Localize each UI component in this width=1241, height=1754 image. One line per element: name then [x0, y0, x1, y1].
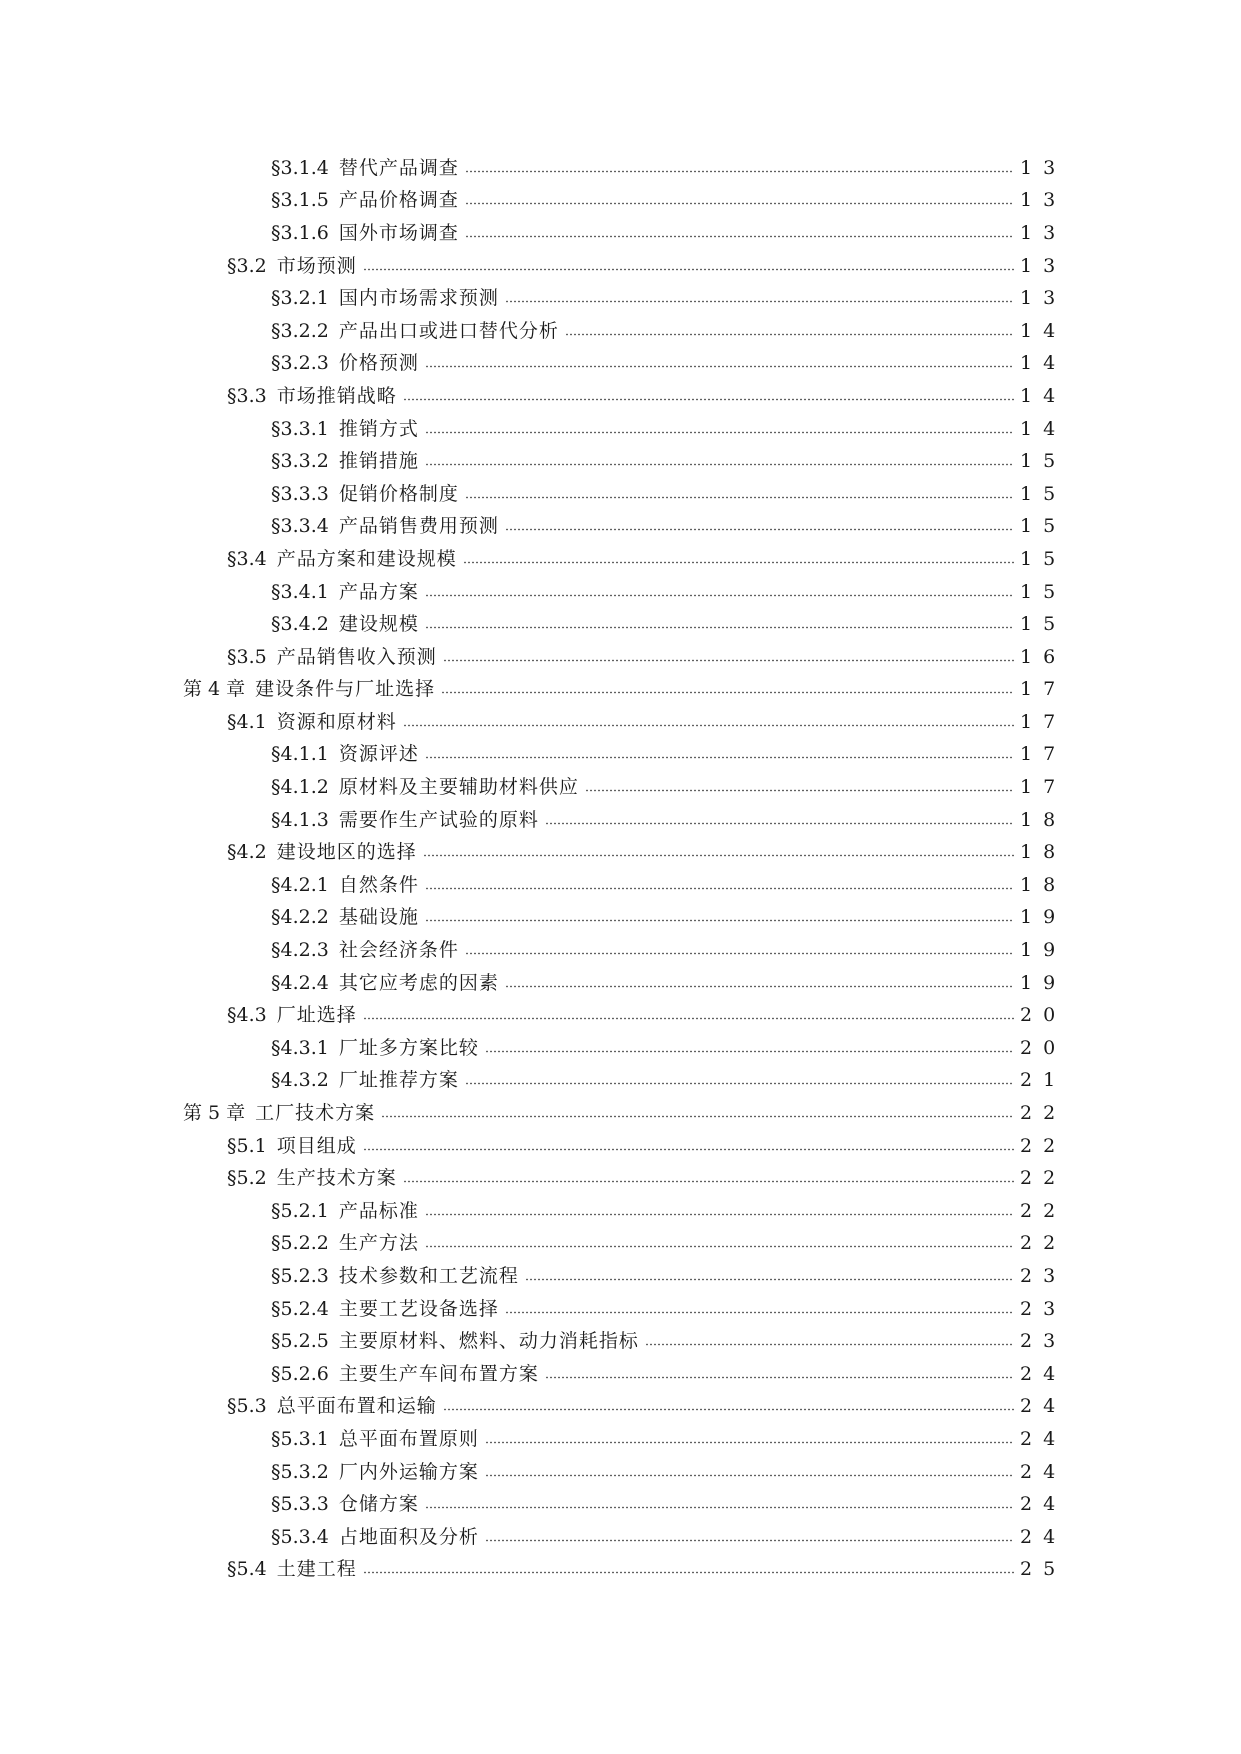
toc-entry-page-number: 17 [1020, 678, 1067, 701]
toc-dot-leader [425, 618, 1014, 637]
toc-entry-title: 价格预测 [338, 352, 419, 375]
toc-entry[interactable] [183, 1456, 1067, 1489]
toc-dot-leader [505, 977, 1014, 996]
toc-entry-page-number: 24 [1020, 1362, 1067, 1385]
toc-entry[interactable] [183, 1097, 1067, 1130]
toc-dot-leader [425, 455, 1014, 474]
toc-entry-number: §3.1.5 [271, 189, 329, 212]
toc-entry-title: 资源评述 [338, 743, 419, 766]
toc-entry-title: 技术参数和工艺流程 [338, 1264, 519, 1287]
toc-entry-title: 产品销售收入预测 [276, 645, 437, 668]
toc-entry-page-number: 23 [1020, 1297, 1067, 1320]
toc-dot-leader [423, 846, 1014, 865]
toc-entry-page-number: 19 [1020, 906, 1067, 929]
toc-dot-leader [585, 781, 1014, 800]
toc-entry-number: §4.1 [227, 710, 267, 733]
toc-entry-number: §3.3.4 [271, 515, 329, 538]
toc-entry-number: §5.2.2 [271, 1232, 329, 1255]
toc-entry[interactable] [183, 543, 1067, 576]
toc-entry-page-number: 15 [1020, 515, 1067, 538]
toc-dot-leader [363, 1563, 1014, 1582]
toc-entry-number: §3.5 [227, 645, 267, 668]
toc-dot-leader [425, 879, 1014, 898]
toc-entry[interactable] [183, 1325, 1067, 1358]
toc-entry-page-number: 25 [1020, 1558, 1067, 1581]
toc-entry-page-number: 13 [1020, 254, 1067, 277]
toc-entry-number: 第 5 章 [183, 1102, 246, 1125]
toc-entry[interactable] [183, 706, 1067, 739]
toc-entry-title: 促销价格制度 [338, 482, 459, 505]
toc-entry-title: 其它应考虑的因素 [338, 971, 499, 994]
toc-entry[interactable] [183, 967, 1067, 1000]
toc-dot-leader [545, 814, 1014, 833]
toc-entry-page-number: 15 [1020, 613, 1067, 636]
toc-entry-title: 资源和原材料 [276, 710, 397, 733]
toc-entry[interactable] [183, 1032, 1067, 1065]
toc-entry-title: 自然条件 [338, 873, 419, 896]
toc-dot-leader [403, 716, 1014, 735]
toc-dot-leader [465, 944, 1014, 963]
toc-entry-page-number: 18 [1020, 841, 1067, 864]
toc-entry[interactable] [183, 1391, 1067, 1424]
toc-entry[interactable] [183, 380, 1067, 413]
toc-entry-number: §5.3.4 [271, 1525, 329, 1548]
toc-entry-page-number: 22 [1020, 1134, 1067, 1157]
toc-entry-number: §3.4.2 [271, 613, 329, 636]
toc-entry-number: §5.2 [227, 1167, 267, 1190]
toc-entry-page-number: 13 [1020, 189, 1067, 212]
toc-entry-page-number: 13 [1020, 221, 1067, 244]
toc-entry-title: 厂址多方案比较 [338, 1036, 479, 1059]
toc-entry[interactable] [183, 478, 1067, 511]
toc-entry[interactable] [183, 771, 1067, 804]
toc-dot-leader [485, 1466, 1014, 1485]
toc-entry-number: §4.2 [227, 841, 267, 864]
toc-entry-page-number: 16 [1020, 645, 1067, 668]
toc-entry-page-number: 24 [1020, 1460, 1067, 1483]
toc-entry-number: §3.4.1 [271, 580, 329, 603]
toc-dot-leader [485, 1531, 1014, 1550]
toc-entry-page-number: 19 [1020, 971, 1067, 994]
toc-entry[interactable] [183, 999, 1067, 1032]
toc-entry-number: §4.2.4 [271, 971, 329, 994]
toc-entry-page-number: 24 [1020, 1493, 1067, 1516]
toc-entry-page-number: 24 [1020, 1525, 1067, 1548]
toc-entry-number: §3.1.4 [271, 156, 329, 179]
toc-dot-leader [425, 748, 1014, 767]
toc-entry-page-number: 23 [1020, 1264, 1067, 1287]
toc-entry[interactable] [183, 185, 1067, 218]
toc-entry[interactable] [183, 152, 1067, 185]
toc-entry-page-number: 13 [1020, 287, 1067, 310]
toc-dot-leader [485, 1433, 1014, 1452]
toc-entry-title: 工厂技术方案 [255, 1102, 376, 1125]
toc-entry-title: 推销方式 [338, 417, 419, 440]
toc-entry-title: 基础设施 [338, 906, 419, 929]
toc-entry[interactable] [183, 1293, 1067, 1326]
toc-entry-page-number: 17 [1020, 710, 1067, 733]
toc-entry[interactable] [183, 902, 1067, 935]
toc-entry-number: §3.4 [227, 547, 267, 570]
toc-dot-leader [425, 357, 1014, 376]
toc-entry-title: 产品标准 [338, 1199, 419, 1222]
toc-entry-number: §5.3.3 [271, 1493, 329, 1516]
toc-entry[interactable] [183, 1130, 1067, 1163]
toc-entry-page-number: 14 [1020, 319, 1067, 342]
toc-entry-number: §4.1.2 [271, 776, 329, 799]
toc-dot-leader [425, 1205, 1014, 1224]
toc-entry[interactable] [183, 1065, 1067, 1098]
toc-entry-title: 生产方法 [338, 1232, 419, 1255]
toc-entry-number: §5.3.1 [271, 1427, 329, 1450]
toc-dot-leader [363, 260, 1014, 279]
toc-entry[interactable] [183, 1423, 1067, 1456]
toc-entry-title: 生产技术方案 [276, 1167, 397, 1190]
toc-dot-leader [363, 1140, 1014, 1159]
toc-entry[interactable] [183, 445, 1067, 478]
toc-dot-leader [425, 586, 1014, 605]
toc-entry-title: 社会经济条件 [338, 939, 459, 962]
toc-dot-leader [363, 1009, 1014, 1028]
toc-entry[interactable] [183, 511, 1067, 544]
toc-entry-title: 建设条件与厂址选择 [255, 678, 436, 701]
toc-entry-title: 替代产品调查 [338, 156, 459, 179]
toc-entry-number: §5.2.1 [271, 1199, 329, 1222]
toc-entry-page-number: 13 [1020, 156, 1067, 179]
toc-entry[interactable] [183, 1195, 1067, 1228]
toc-entry-number: §3.3.3 [271, 482, 329, 505]
toc-entry-title: 市场预测 [276, 254, 357, 277]
toc-entry[interactable] [183, 1521, 1067, 1554]
toc-entry-page-number: 24 [1020, 1395, 1067, 1418]
toc-entry-title: 厂址推荐方案 [338, 1069, 459, 1092]
toc-entry[interactable] [183, 1260, 1067, 1293]
toc-dot-leader [465, 227, 1014, 246]
toc-entry-number: §4.3.1 [271, 1036, 329, 1059]
toc-dot-leader [441, 683, 1014, 702]
toc-dot-leader [443, 651, 1014, 670]
toc-entry-title: 产品价格调查 [338, 189, 459, 212]
toc-entry-page-number: 14 [1020, 384, 1067, 407]
toc-entry-number: §4.1.1 [271, 743, 329, 766]
toc-entry[interactable] [183, 413, 1067, 446]
toc-entry-title: 产品方案 [338, 580, 419, 603]
toc-entry-number: §5.2.4 [271, 1297, 329, 1320]
toc-entry-title: 推销措施 [338, 450, 419, 473]
toc-entry-title: 主要原材料、燃料、动力消耗指标 [338, 1330, 639, 1353]
toc-entry-page-number: 23 [1020, 1330, 1067, 1353]
toc-entry-page-number: 15 [1020, 450, 1067, 473]
toc-entry-page-number: 22 [1020, 1232, 1067, 1255]
toc-entry-page-number: 15 [1020, 482, 1067, 505]
toc-entry-number: §4.2.2 [271, 906, 329, 929]
toc-entry-number: §4.2.3 [271, 939, 329, 962]
toc-entry-number: §5.3 [227, 1395, 267, 1418]
toc-entry-page-number: 24 [1020, 1427, 1067, 1450]
toc-entry[interactable] [183, 1358, 1067, 1391]
toc-entry-number: §4.1.3 [271, 808, 329, 831]
toc-entry-title: 厂内外运输方案 [338, 1460, 479, 1483]
toc-entry-page-number: 22 [1020, 1199, 1067, 1222]
toc-entry-title: 主要工艺设备选择 [338, 1297, 499, 1320]
toc-entry-number: §3.3.2 [271, 450, 329, 473]
toc-dot-leader [425, 423, 1014, 442]
toc-dot-leader [545, 1368, 1014, 1387]
toc-entry-title: 厂址选择 [276, 1004, 357, 1027]
toc-dot-leader [645, 1335, 1014, 1354]
toc-entry[interactable] [183, 348, 1067, 381]
toc-entry-page-number: 15 [1020, 547, 1067, 570]
toc-entry-page-number: 18 [1020, 873, 1067, 896]
toc-dot-leader [425, 1498, 1014, 1517]
toc-entry-title: 建设地区的选择 [276, 841, 417, 864]
toc-dot-leader [525, 1270, 1014, 1289]
toc-entry-number: §3.3.1 [271, 417, 329, 440]
toc-entry-number: §5.4 [227, 1558, 267, 1581]
toc-entry-number: §4.3.2 [271, 1069, 329, 1092]
toc-dot-leader [381, 1107, 1014, 1126]
toc-entry-page-number: 14 [1020, 417, 1067, 440]
toc-entry[interactable] [183, 282, 1067, 315]
toc-dot-leader [425, 1237, 1014, 1256]
toc-entry-number: §3.1.6 [271, 221, 329, 244]
toc-entry-title: 建设规模 [338, 613, 419, 636]
toc-entry[interactable] [183, 608, 1067, 641]
toc-entry-page-number: 19 [1020, 939, 1067, 962]
toc-entry-number: §3.2.1 [271, 287, 329, 310]
toc-entry-title: 需要作生产试验的原料 [338, 808, 539, 831]
toc-entry[interactable] [183, 1162, 1067, 1195]
toc-dot-leader [565, 325, 1014, 344]
toc-entry-page-number: 20 [1020, 1036, 1067, 1059]
toc-entry-number: §3.2 [227, 254, 267, 277]
toc-entry[interactable] [183, 217, 1067, 250]
toc-entry-title: 项目组成 [276, 1134, 357, 1157]
toc-entry[interactable] [183, 315, 1067, 348]
toc-entry-number: 第 4 章 [183, 678, 246, 701]
toc-entry-title: 总平面布置原则 [338, 1427, 479, 1450]
toc-entry-number: §3.3 [227, 384, 267, 407]
toc-dot-leader [505, 1303, 1014, 1322]
toc-entry[interactable] [183, 739, 1067, 772]
toc-entry-number: §5.2.6 [271, 1362, 329, 1385]
toc-entry-page-number: 22 [1020, 1167, 1067, 1190]
toc-dot-leader [425, 911, 1014, 930]
toc-entry[interactable] [183, 934, 1067, 967]
toc-entry-page-number: 18 [1020, 808, 1067, 831]
toc-dot-leader [505, 520, 1014, 539]
toc-entry-page-number: 15 [1020, 580, 1067, 603]
toc-entry-page-number: 21 [1020, 1069, 1067, 1092]
toc-dot-leader [465, 194, 1014, 213]
toc-entry-page-number: 22 [1020, 1102, 1067, 1125]
toc-entry-title: 产品销售费用预测 [338, 515, 499, 538]
toc-entry[interactable] [183, 250, 1067, 283]
toc-entry-number: §5.2.3 [271, 1264, 329, 1287]
toc-entry-title: 仓储方案 [338, 1493, 419, 1516]
toc-entry-title: 原材料及主要辅助材料供应 [338, 776, 579, 799]
toc-entry[interactable] [183, 836, 1067, 869]
toc-dot-leader [463, 553, 1014, 572]
toc-entry-title: 市场推销战略 [276, 384, 397, 407]
toc-entry[interactable] [183, 869, 1067, 902]
toc-entry[interactable] [183, 1488, 1067, 1521]
toc-entry-page-number: 20 [1020, 1004, 1067, 1027]
toc-dot-leader [443, 1400, 1014, 1419]
toc-entry-title: 主要生产车间布置方案 [338, 1362, 539, 1385]
toc-entry-title: 总平面布置和运输 [276, 1395, 437, 1418]
toc-entry-number: §3.2.2 [271, 319, 329, 342]
toc-entry-page-number: 14 [1020, 352, 1067, 375]
toc-dot-leader [505, 292, 1014, 311]
toc-entry[interactable] [183, 576, 1067, 609]
toc-entry-page-number: 17 [1020, 776, 1067, 799]
toc-dot-leader [403, 1172, 1014, 1191]
toc-entry-title: 产品出口或进口替代分析 [338, 319, 559, 342]
toc-entry-title: 国外市场调查 [338, 221, 459, 244]
toc-entry-number: §3.2.3 [271, 352, 329, 375]
toc-entry-number: §5.3.2 [271, 1460, 329, 1483]
toc-entry-number: §4.3 [227, 1004, 267, 1027]
toc-entry-title: 产品方案和建设规模 [276, 547, 457, 570]
toc-dot-leader [465, 1074, 1014, 1093]
toc-dot-leader [465, 162, 1014, 181]
toc-entry[interactable] [183, 804, 1067, 837]
toc-entry-number: §4.2.1 [271, 873, 329, 896]
toc-entry-number: §5.2.5 [271, 1330, 329, 1353]
toc-entry[interactable] [183, 1228, 1067, 1261]
table-of-contents [183, 152, 1067, 1586]
toc-entry[interactable] [183, 641, 1067, 674]
toc-entry-number: §5.1 [227, 1134, 267, 1157]
toc-dot-leader [465, 488, 1014, 507]
toc-entry[interactable] [183, 674, 1067, 707]
toc-entry-title: 土建工程 [276, 1558, 357, 1581]
toc-dot-leader [403, 390, 1014, 409]
toc-entry-page-number: 17 [1020, 743, 1067, 766]
toc-dot-leader [485, 1042, 1014, 1061]
toc-entry-title: 占地面积及分析 [338, 1525, 479, 1548]
toc-entry[interactable] [183, 1554, 1067, 1587]
toc-entry-title: 国内市场需求预测 [338, 287, 499, 310]
